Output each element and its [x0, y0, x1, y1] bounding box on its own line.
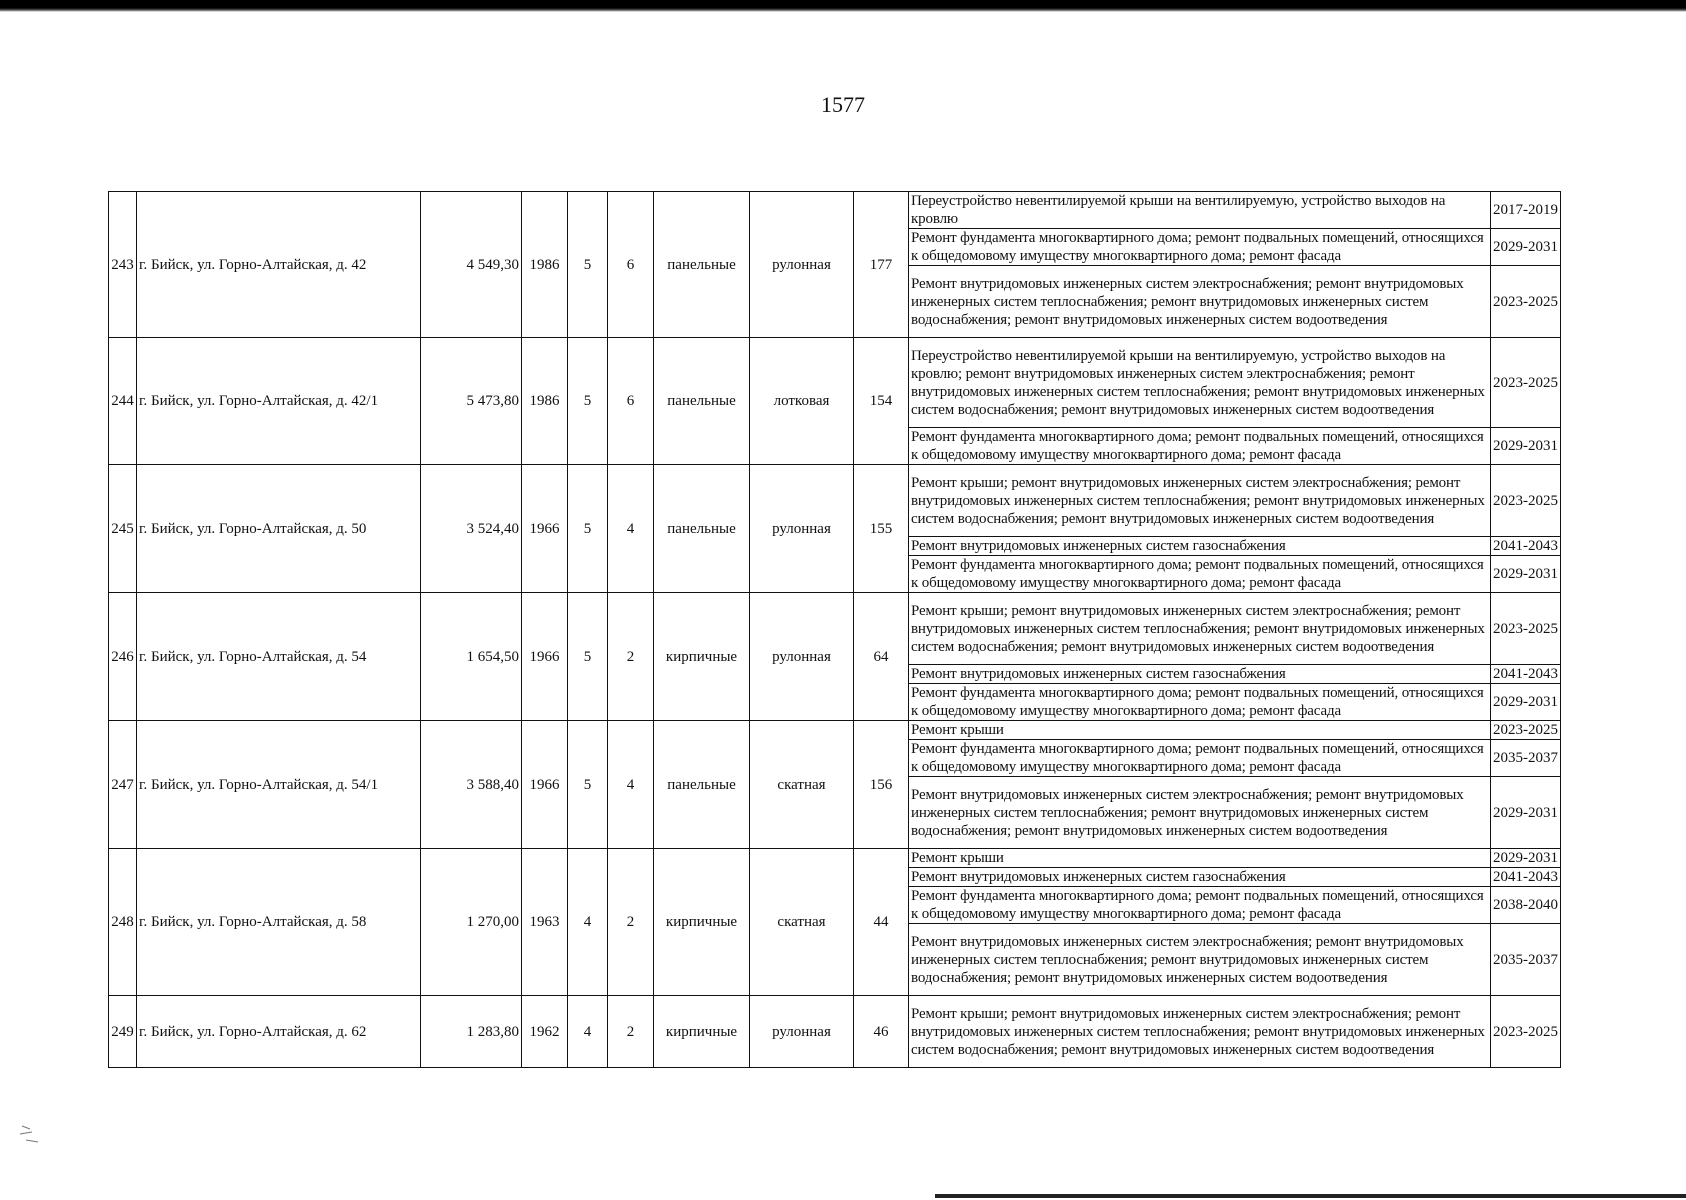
work-period: 2023-2025 [1491, 721, 1561, 740]
wall-material: панельные [654, 721, 750, 849]
roof-type: рулонная [750, 593, 854, 721]
roof-type: скатная [750, 849, 854, 996]
apartments-count: 177 [854, 192, 909, 338]
work-description: Ремонт внутридомовых инженерных систем электроснабжения; ремонт внутридомовых инженерных систем теплоснабжения; ремонт внутридомовых инженерных систем водоснабжения; ремонт внутридомовых инженерных систем водоотведения [909, 777, 1491, 849]
house-address: г. Бийск, ул. Горно-Алтайская, д. 62 [137, 996, 421, 1068]
work-description: Ремонт внутридомовых инженерных систем электроснабжения; ремонт внутридомовых инженерных систем теплоснабжения; ремонт внутридомовых инженерных систем водоснабжения; ремонт внутридомовых инженерных систем водоотведения [909, 924, 1491, 996]
work-description: Ремонт фундамента многоквартирного дома; ремонт подвальных помещений, относящихся к общедомовому имуществу многоквартирного дома; ремонт фасада [909, 684, 1491, 721]
roof-type: лотковая [750, 338, 854, 465]
apartments-count: 154 [854, 338, 909, 465]
scan-top-edge [0, 0, 1686, 12]
entrances-count: 4 [608, 721, 654, 849]
table-row [109, 996, 1561, 1068]
work-description: Ремонт крыши; ремонт внутридомовых инженерных систем электроснабжения; ремонт внутридомовых инженерных систем теплоснабжения; ремонт внутридомовых инженерных систем водоснабжения; ремонт внутридомовых инженерных систем водоотведения [909, 593, 1491, 665]
work-period: 2029-2031 [1491, 428, 1561, 465]
work-description: Ремонт внутридомовых инженерных систем газоснабжения [909, 537, 1491, 556]
house-area: 1 283,80 [421, 996, 522, 1068]
work-period: 2041-2043 [1491, 537, 1561, 556]
scan-artifact-icon [18, 1120, 48, 1144]
house-area: 4 549,30 [421, 192, 522, 338]
floors-count: 5 [568, 593, 608, 721]
house-number: 246 [109, 593, 137, 721]
work-period: 2023-2025 [1491, 465, 1561, 537]
house-address: г. Бийск, ул. Горно-Алтайская, д. 54/1 [137, 721, 421, 849]
house-area: 3 524,40 [421, 465, 522, 593]
floors-count: 4 [568, 996, 608, 1068]
house-address: г. Бийск, ул. Горно-Алтайская, д. 58 [137, 849, 421, 996]
table-row [109, 338, 1561, 428]
entrances-count: 6 [608, 338, 654, 465]
build-year: 1966 [522, 593, 568, 721]
table-row [109, 721, 1561, 740]
roof-type: рулонная [750, 192, 854, 338]
house-address: г. Бийск, ул. Горно-Алтайская, д. 54 [137, 593, 421, 721]
table-row [109, 465, 1561, 537]
apartments-count: 46 [854, 996, 909, 1068]
house-number: 245 [109, 465, 137, 593]
work-description: Ремонт фундамента многоквартирного дома; ремонт подвальных помещений, относящихся к общедомовому имуществу многоквартирного дома; ремонт фасада [909, 428, 1491, 465]
work-period: 2017-2019 [1491, 192, 1561, 229]
floors-count: 5 [568, 721, 608, 849]
work-description: Ремонт фундамента многоквартирного дома; ремонт подвальных помещений, относящихся к общедомовому имуществу многоквартирного дома; ремонт фасада [909, 740, 1491, 777]
wall-material: панельные [654, 465, 750, 593]
house-number: 243 [109, 192, 137, 338]
build-year: 1986 [522, 192, 568, 338]
table-row [109, 849, 1561, 868]
work-period: 2038-2040 [1491, 887, 1561, 924]
table-body [109, 192, 1561, 1068]
work-period: 2041-2043 [1491, 665, 1561, 684]
house-address: г. Бийск, ул. Горно-Алтайская, д. 50 [137, 465, 421, 593]
page-number: 1577 [821, 92, 865, 117]
floors-count: 5 [568, 465, 608, 593]
entrances-count: 2 [608, 593, 654, 721]
floors-count: 5 [568, 338, 608, 465]
roof-type: рулонная [750, 465, 854, 593]
work-description: Ремонт фундамента многоквартирного дома; ремонт подвальных помещений, относящихся к общедомовому имуществу многоквартирного дома; ремонт фасада [909, 229, 1491, 266]
work-description: Ремонт крыши; ремонт внутридомовых инженерных систем электроснабжения; ремонт внутридомовых инженерных систем теплоснабжения; ремонт внутридомовых инженерных систем водоснабжения; ремонт внутридомовых инженерных систем водоотведения [909, 465, 1491, 537]
floors-count: 4 [568, 849, 608, 996]
work-period: 2029-2031 [1491, 556, 1561, 593]
build-year: 1963 [522, 849, 568, 996]
work-period: 2029-2031 [1491, 229, 1561, 266]
floors-count: 5 [568, 192, 608, 338]
house-number: 249 [109, 996, 137, 1068]
work-period: 2023-2025 [1491, 593, 1561, 665]
work-period: 2035-2037 [1491, 740, 1561, 777]
roof-type: рулонная [750, 996, 854, 1068]
entrances-count: 6 [608, 192, 654, 338]
house-number: 248 [109, 849, 137, 996]
build-year: 1966 [522, 721, 568, 849]
apartments-count: 155 [854, 465, 909, 593]
work-description: Ремонт крыши [909, 721, 1491, 740]
table-row [109, 192, 1561, 229]
work-period: 2023-2025 [1491, 996, 1561, 1068]
house-area: 3 588,40 [421, 721, 522, 849]
work-period: 2029-2031 [1491, 849, 1561, 868]
work-period: 2023-2025 [1491, 266, 1561, 338]
build-year: 1962 [522, 996, 568, 1068]
housing-repair-table [108, 191, 1561, 1068]
wall-material: кирпичные [654, 996, 750, 1068]
wall-material: панельные [654, 338, 750, 465]
entrances-count: 4 [608, 465, 654, 593]
wall-material: кирпичные [654, 593, 750, 721]
work-description: Ремонт внутридомовых инженерных систем газоснабжения [909, 665, 1491, 684]
house-address: г. Бийск, ул. Горно-Алтайская, д. 42/1 [137, 338, 421, 465]
build-year: 1966 [522, 465, 568, 593]
apartments-count: 156 [854, 721, 909, 849]
build-year: 1986 [522, 338, 568, 465]
work-period: 2035-2037 [1491, 924, 1561, 996]
wall-material: панельные [654, 192, 750, 338]
entrances-count: 2 [608, 849, 654, 996]
house-number: 247 [109, 721, 137, 849]
scan-bottom-edge [935, 1194, 1686, 1198]
work-description: Ремонт внутридомовых инженерных систем газоснабжения [909, 868, 1491, 887]
wall-material: кирпичные [654, 849, 750, 996]
work-description: Ремонт внутридомовых инженерных систем электроснабжения; ремонт внутридомовых инженерных систем теплоснабжения; ремонт внутридомовых инженерных систем водоснабжения; ремонт внутридомовых инженерных систем водоотведения [909, 266, 1491, 338]
entrances-count: 2 [608, 996, 654, 1068]
work-description: Переустройство невентилируемой крыши на вентилируемую, устройство выходов на кровлю [909, 192, 1491, 229]
work-period: 2029-2031 [1491, 777, 1561, 849]
work-description: Ремонт фундамента многоквартирного дома; ремонт подвальных помещений, относящихся к общедомовому имуществу многоквартирного дома; ремонт фасада [909, 887, 1491, 924]
work-description: Переустройство невентилируемой крыши на вентилируемую, устройство выходов на кровлю; ремонт внутридомовых инженерных систем электроснабжения; ремонт внутридомовых инженерных систем теплоснабжения; ремонт внутридомовых инженерных систем водоснабжения; ремонт внутридомовых инженерных систем водоотведения [909, 338, 1491, 428]
house-area: 1 270,00 [421, 849, 522, 996]
table-row [109, 593, 1561, 665]
work-period: 2029-2031 [1491, 684, 1561, 721]
house-area: 1 654,50 [421, 593, 522, 721]
apartments-count: 44 [854, 849, 909, 996]
work-period: 2023-2025 [1491, 338, 1561, 428]
roof-type: скатная [750, 721, 854, 849]
house-address: г. Бийск, ул. Горно-Алтайская, д. 42 [137, 192, 421, 338]
work-description: Ремонт фундамента многоквартирного дома; ремонт подвальных помещений, относящихся к общедомовому имуществу многоквартирного дома; ремонт фасада [909, 556, 1491, 593]
house-number: 244 [109, 338, 137, 465]
work-period: 2041-2043 [1491, 868, 1561, 887]
work-description: Ремонт крыши [909, 849, 1491, 868]
work-description: Ремонт крыши; ремонт внутридомовых инженерных систем электроснабжения; ремонт внутридомовых инженерных систем теплоснабжения; ремонт внутридомовых инженерных систем водоснабжения; ремонт внутридомовых инженерных систем водоотведения [909, 996, 1491, 1068]
house-area: 5 473,80 [421, 338, 522, 465]
apartments-count: 64 [854, 593, 909, 721]
